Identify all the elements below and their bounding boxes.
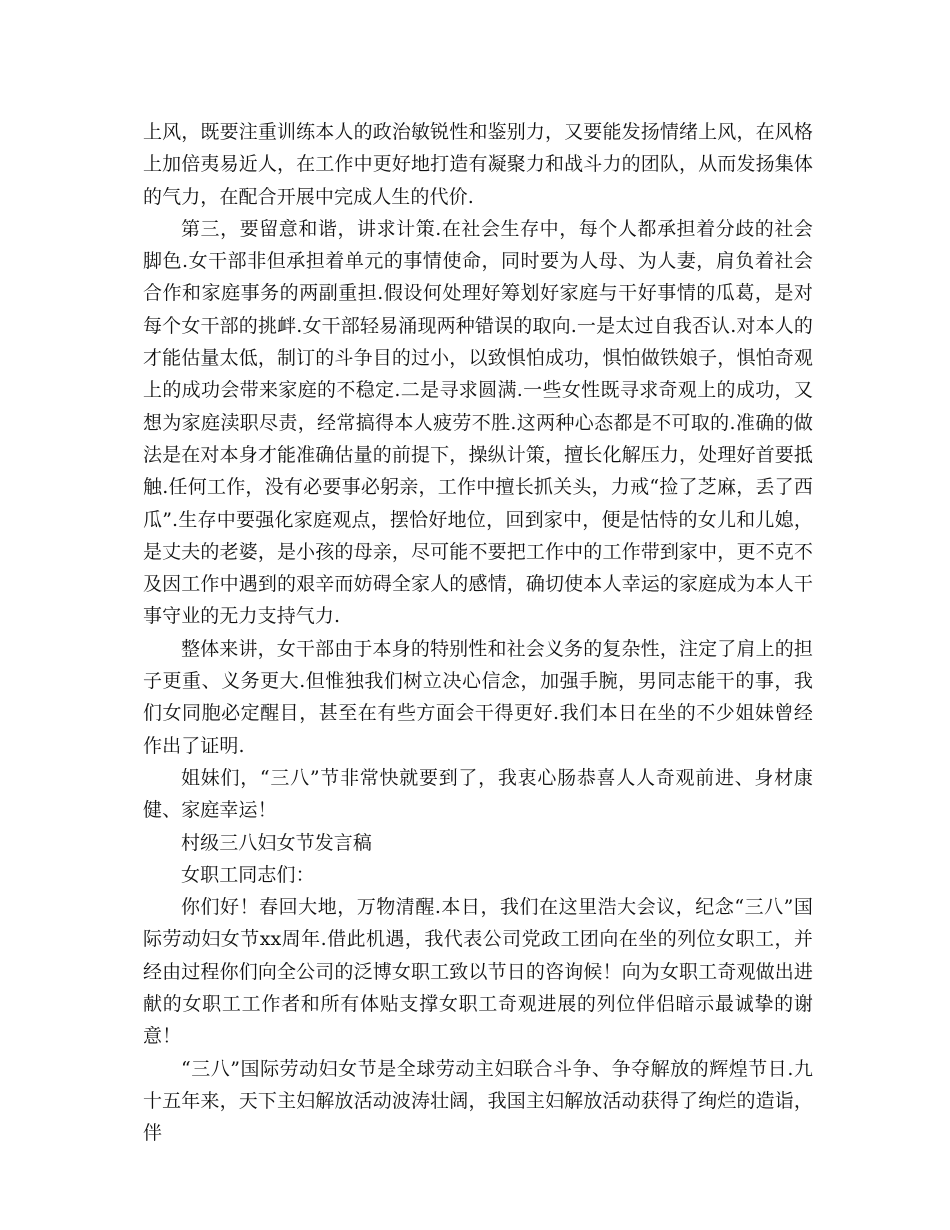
paragraph-third-point: 第三，要留意和谐，讲求计策.在社会生存中，每个人都承担着分歧的社会脚色.女干部非但承担着单元的事情使命，同时要为人母、为人妻，肩负着社会合作和家庭事务的两副重担.假设何处理好筹划好家庭与干好事情的瓜葛，是对每个女干部的挑衅.女干部轻易涌现两种错误的取向.一是太过自我否认.对本人的才能估量太低，制订的斗争目的过小，以致惧怕成功，惧怕做铁娘子，惧怕奇观上的成功会带来家庭的不稳定.二是寻求圆满.一些女性既寻求奇观上的成功，又想为家庭渎职尽责，经常搞得本人疲劳不胜.这两种心态都是不可取的.准确的做法是在对本身才能准确估量的前提下，操纵计策，擅长化解压力，处理好首要抵触.任何工作，没有必要事必躬亲，工作中擅长抓关头，力戒“捡了芝麻，丢了西瓜”.生存中要强化家庭观点，摆恰好地位，回到家中，便是怙恃的女儿和儿媳，是丈夫的老婆，是小孩的母亲，尽可能不要把工作中的工作带到家中，更不克不及因工作中遇到的艰辛而妨碍全家人的感情，确切使本人幸运的家庭成为本人干事守业的无力支持气力. bbox=[143, 217, 813, 628]
paragraph-summary: 整体来讲，女干部由于本身的特别性和社会义务的复杂性，注定了肩上的担子更重、义务更大.但惟独我们树立决心信念，加强手腕，男同志能干的事，我们女同胞必定醒目，甚至在有些方面会干得更好.我们本日在坐的不少姐妹曾经作出了证明. bbox=[143, 637, 813, 757]
document-body bbox=[143, 116, 813, 1150]
speech-title: 村级三八妇女节发言稿 bbox=[181, 831, 373, 854]
paragraph-greeting-sisters: 姐妹们，“三八”节非常快就要到了，我衷心肠恭喜人人奇观前进、身材康健、家庭幸运！ bbox=[143, 766, 813, 822]
speech-salutation: 女职工同志们： bbox=[181, 863, 315, 886]
paragraph-continuation: 上风，既要注重训练本人的政治敏锐性和鉴别力，又要能发扬情绪上风，在风格上加倍夷易近人，在工作中更好地打造有凝聚力和战斗力的团队，从而发扬集体的气力，在配合开展中完成人生的代价. bbox=[143, 121, 813, 208]
paragraph-holiday-history: “三八”国际劳动妇女节是全球劳动主妇联合斗争、争夺解放的辉煌节日.九十五年来，天下主妇解放活动波涛壮阔，我国主妇解放活动获得了绚烂的造诣，伴 bbox=[143, 1057, 813, 1145]
paragraph-opening: 你们好！春回大地，万物清醒.本日，我们在这里浩大会议，纪念“三八”国际劳动妇女节xx周年.借此机遇，我代表公司党政工团向在坐的列位女职工，并经由过程你们向全公司的泛博女职工致以节日的咨询候！向为女职工奇观做出进献的女职工工作者和所有体贴支撑女职工奇观进展的列位伴侣暗示最诚挚的谢意！ bbox=[143, 896, 813, 1048]
